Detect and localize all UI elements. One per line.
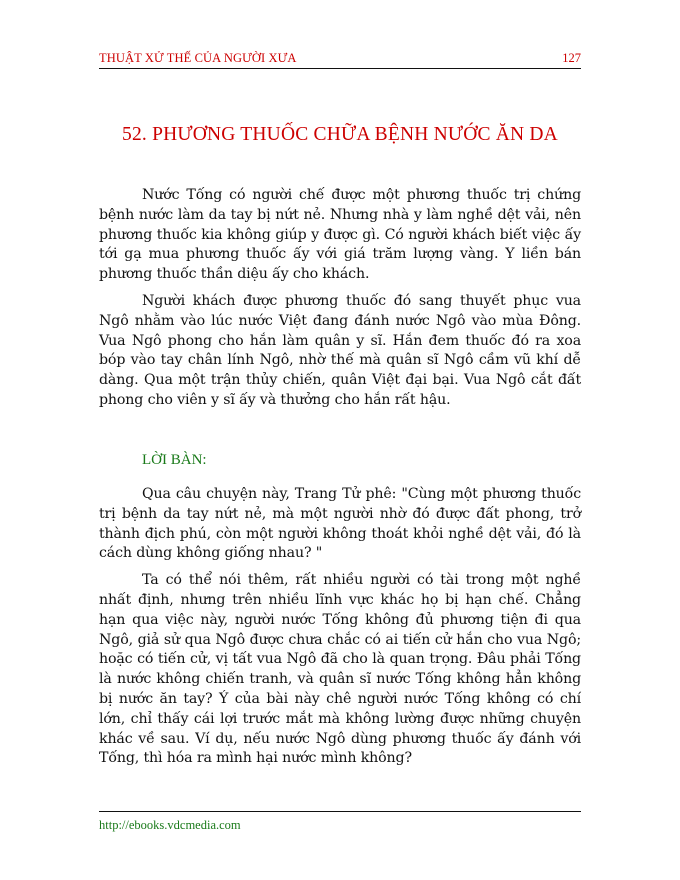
commentary-text (99, 485, 581, 776)
story-text (99, 186, 581, 418)
footer-url-link[interactable]: http://ebooks.vdcmedia.com (99, 818, 241, 832)
page-number: 127 (562, 51, 581, 65)
commentary-heading: LỜI BÀN: (142, 452, 207, 468)
footer-divider (99, 811, 581, 812)
book-title: THUẬT XỬ THẾ CỦA NGƯỜI XƯA (99, 51, 297, 65)
commentary-paragraph: Ta có thể nói thêm, rất nhiều người có tài trong một nghề nhất định, nhưng trên nhiều lĩnh vực khác họ bị hạn chế. Chẳng hạn qua việc này, người nước Tống không đủ phương tiện đi qua Ngô, giả sử qua Ngô được chưa chắc có ai tiến cử hắn cho vua Ngô; hoặc có tiến cử, vị tất vua Ngô đã cho là quan trọng. Đâu phải Tống là nước không chiến tranh, và quân sĩ nước Tống không hẳn không bị nước ăn tay? Ý của bài này chê người nước Tống không có chí lớn, chỉ thấy cái lợi trước mắt mà không lường được những chuyện khác về sau. Ví dụ, nếu nước Ngô dùng phương thuốc ấy đánh với Tống, thì hóa ra mình hại nước mình không? (99, 572, 581, 767)
story-paragraph: Nước Tống có người chế được một phương thuốc trị chứng bệnh nước làm da tay bị nứt nẻ. Nhưng nhà y làm nghề dệt vải, nên phương thuốc kia không giúp y được gì. Có người khách biết việc ấy tới gạ mua phương thuốc ấy với giá trăm lượng vàng. Y liền bán phương thuốc thần diệu ấy cho khách. (99, 187, 581, 283)
story-paragraph: Người khách được phương thuốc đó sang thuyết phục vua Ngô nhằm vào lúc nước Việt đang đánh nước Ngô vào mùa Đông. Vua Ngô phong cho hắn làm quân y sĩ. Hắn đem thuốc đó ra xoa bóp vào tay chân lính Ngô, nhờ thế mà quân sĩ Ngô cầm vũ khí dễ dàng. Qua một trận thủy chiến, quân Việt đại bại. Vua Ngô cắt đất phong cho viên y sĩ ấy và thưởng cho hắn rất hậu. (99, 292, 581, 408)
page-header (99, 50, 581, 69)
chapter-title: 52. PHƯƠNG THUỐC CHỮA BỆNH NƯỚC ĂN DA (122, 124, 558, 145)
commentary-paragraph: Qua câu chuyện này, Trang Tử phê: "Cùng một phương thuốc trị bệnh da tay nứt nẻ, mà một người nhờ đó được đất phong, trở thành địch phú, còn một người không thoát khỏi nghề dệt vải, đó là cách dùng không giống nhau? " (99, 486, 581, 562)
